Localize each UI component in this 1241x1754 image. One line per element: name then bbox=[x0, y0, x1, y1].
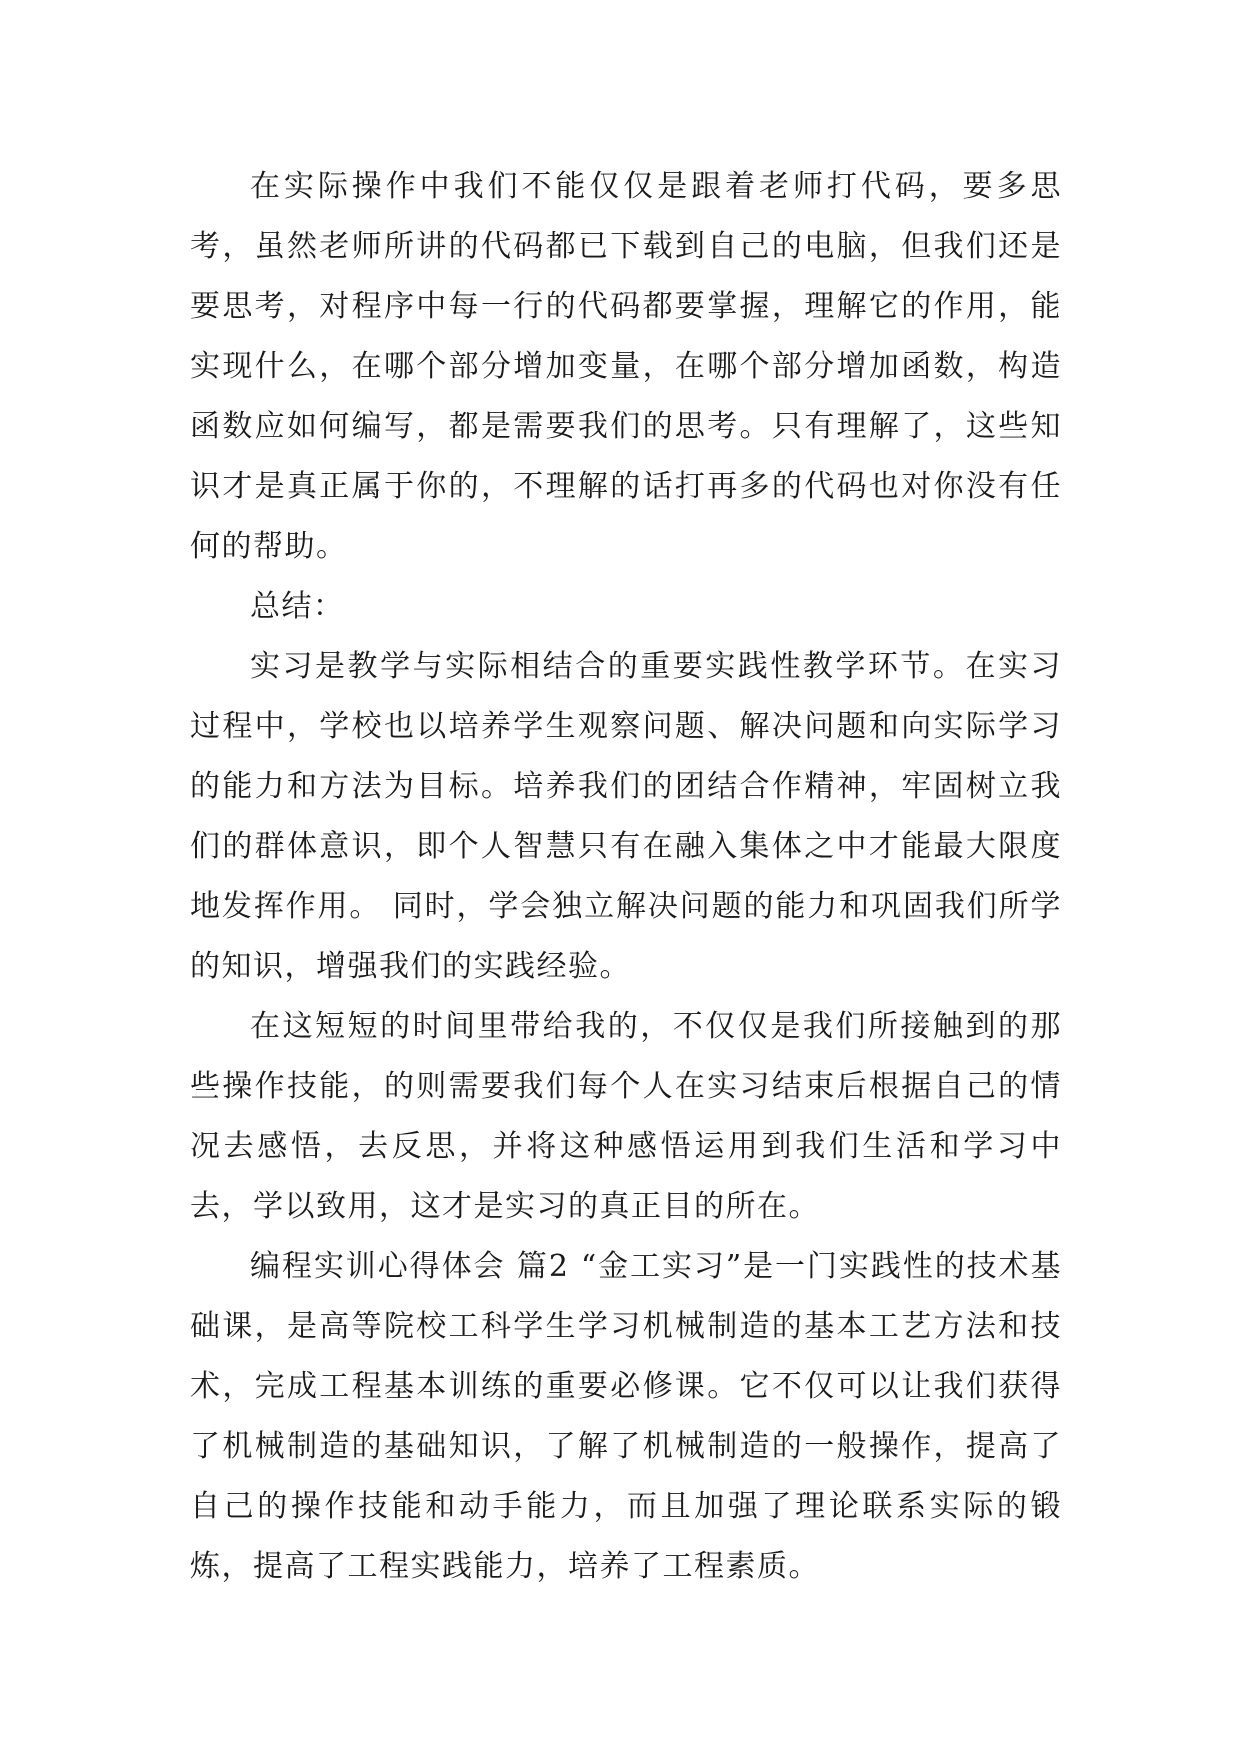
paragraph-summary-heading: 总结： bbox=[250, 589, 345, 624]
paragraph-practice-thinking: 在实际操作中我们不能仅仅是跟着老师打代码，要多思考，虽然老师所讲的代码都已下载到自己的电脑，但我们还是要思考，对程序中每一行的代码都要掌握，理解它的作用，能实现什么，在哪个部分增加变量，在哪个部分增加函数，构造函数应如何编写，都是需要我们的思考。只有理解了，这些知识才是真正属于你的，不理解的话打再多的代码也对你没有任何的帮助。 bbox=[190, 169, 1062, 564]
paragraph-reflection: 在这短短的时间里带给我的，不仅仅是我们所接触到的那些操作技能，的则需要我们每个人在实习结束后根据自己的情况去感悟，去反思，并将这种感悟运用到我们生活和学习中去，学以致用，这才是实习的真正目的所在。 bbox=[190, 1009, 1062, 1224]
document-body bbox=[190, 157, 1062, 1597]
paragraph-internship-purpose: 实习是教学与实际相结合的重要实践性教学环节。在实习过程中，学校也以培养学生观察问题、解决问题和向实际学习的能力和方法为目标。培养我们的团结合作精神，牢固树立我们的群体意识，即个人智慧只有在融入集体之中才能最大限度地发挥作用。 同时，学会独立解决问题的能力和巩固我们所学的知识，增强我们的实践经验。 bbox=[190, 649, 1062, 984]
paragraph-section-2: 编程实训心得体会 篇2 “金工实习”是一门实践性的技术基础课，是高等院校工科学生学习机械制造的基本工艺方法和技术，完成工程基本训练的重要必修课。它不仅可以让我们获得了机械制造的基础知识，了解了机械制造的一般操作，提高了自己的操作技能和动手能力，而且加强了理论联系实际的锻炼，提高了工程实践能力，培养了工程素质。 bbox=[190, 1249, 1062, 1584]
